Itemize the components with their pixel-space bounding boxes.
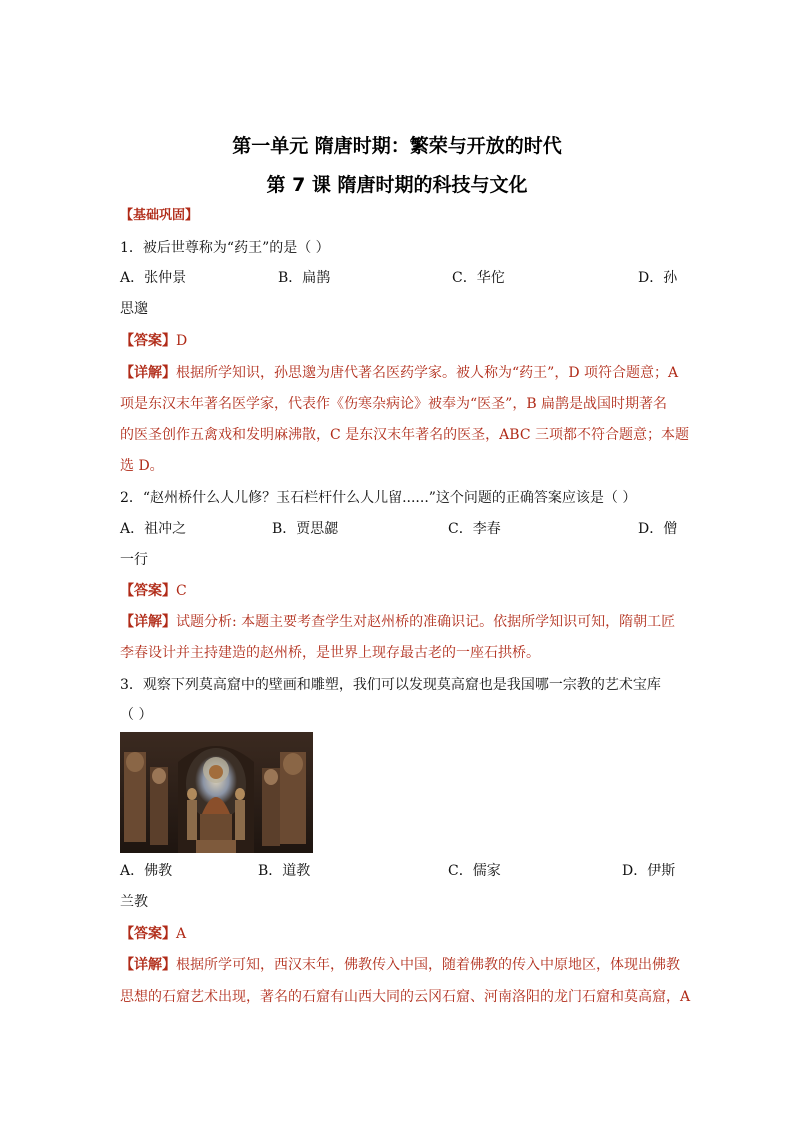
q3-option-d: D．伊斯 (622, 863, 676, 879)
q3-option-c: C．儒家 (448, 863, 501, 879)
q3-answer (120, 924, 680, 944)
q1-detail-line: 选 D。 (120, 458, 164, 474)
q2-answer (120, 581, 680, 601)
q1-option-b: B．扁鹊 (278, 270, 331, 286)
lesson-title: 第 7 课 隋唐时期的科技与文化 (266, 174, 528, 196)
q2-option-wrap: 一行 (120, 552, 148, 568)
q1-detail-line (120, 363, 680, 383)
unit-title: 第一单元 隋唐时期：繁荣与开放的时代 (232, 135, 562, 157)
section-label: 【基础巩固】 (120, 208, 199, 223)
q2-option-b: B．贾思勰 (272, 521, 339, 537)
q1-detail-line: 项是东汉末年著名医学家，代表作《伤寒杂病论》被奉为“医圣”，B 扁鹊是战国时期著名 (120, 396, 668, 412)
q3-stem: 3．观察下列莫高窟中的壁画和雕塑，我们可以发现莫高窟也是我国哪一宗教的艺术宝库 (120, 677, 661, 693)
answer-label: 【答案】 (120, 926, 176, 942)
q3-option-a: A．佛教 (120, 863, 173, 879)
q1-answer (120, 331, 680, 351)
answer-label: 【答案】 (120, 583, 176, 599)
q2-option-d: D．僧 (638, 521, 678, 537)
q2-option-a: A．祖冲之 (120, 521, 187, 537)
q1-detail-line: 的医圣创作五禽戏和发明麻沸散，C 是东汉末年著名的医圣，ABC 三项都不符合题意；本题 (120, 427, 689, 443)
mogao-cave-photo (120, 732, 313, 853)
answer-value: D (176, 333, 188, 349)
q3-detail-line (120, 955, 680, 975)
detail-label: 【详解】 (120, 957, 176, 973)
detail-text: 根据所学知识，孙思邈为唐代著名医药学家。被人称为“药王”，D 项符合题意；A (176, 365, 679, 381)
q1-stem: 1．被后世尊称为“药王”的是（ ） (120, 240, 330, 256)
q3-option-wrap: 兰教 (120, 894, 148, 910)
answer-value: C (176, 583, 187, 599)
detail-label: 【详解】 (120, 365, 176, 381)
q2-detail-line (120, 612, 680, 632)
q2-option-c: C．李春 (448, 521, 501, 537)
q2-detail-line: 李春设计并主持建造的赵州桥，是世界上现存最古老的一座石拱桥。 (120, 645, 540, 661)
q1-option-d: D．孙 (638, 270, 678, 286)
q3-detail-line: 思想的石窟艺术出现，著名的石窟有山西大同的云冈石窟、河南洛阳的龙门石窟和莫高窟，A (120, 989, 691, 1005)
q1-option-wrap: 思邈 (120, 301, 148, 317)
detail-text: 试题分析: 本题主要考查学生对赵州桥的准确识记。依据所学知识可知，隋朝工匠 (176, 614, 676, 630)
answer-label: 【答案】 (120, 333, 176, 349)
q2-stem: 2．“赵州桥什么人儿修？玉石栏杆什么人儿留......”这个问题的正确答案应该是（ ） (120, 490, 637, 506)
q1-option-a: A．张仲景 (120, 270, 187, 286)
q3-stem-wrap: （ ） (120, 707, 153, 723)
detail-text: 根据所学可知，西汉末年，佛教传入中国，随着佛教的传入中原地区，体现出佛教 (176, 957, 680, 973)
detail-label: 【详解】 (120, 614, 176, 630)
q3-option-b: B．道教 (258, 863, 311, 879)
q1-option-c: C．华佗 (452, 270, 505, 286)
answer-value: A (176, 926, 187, 942)
